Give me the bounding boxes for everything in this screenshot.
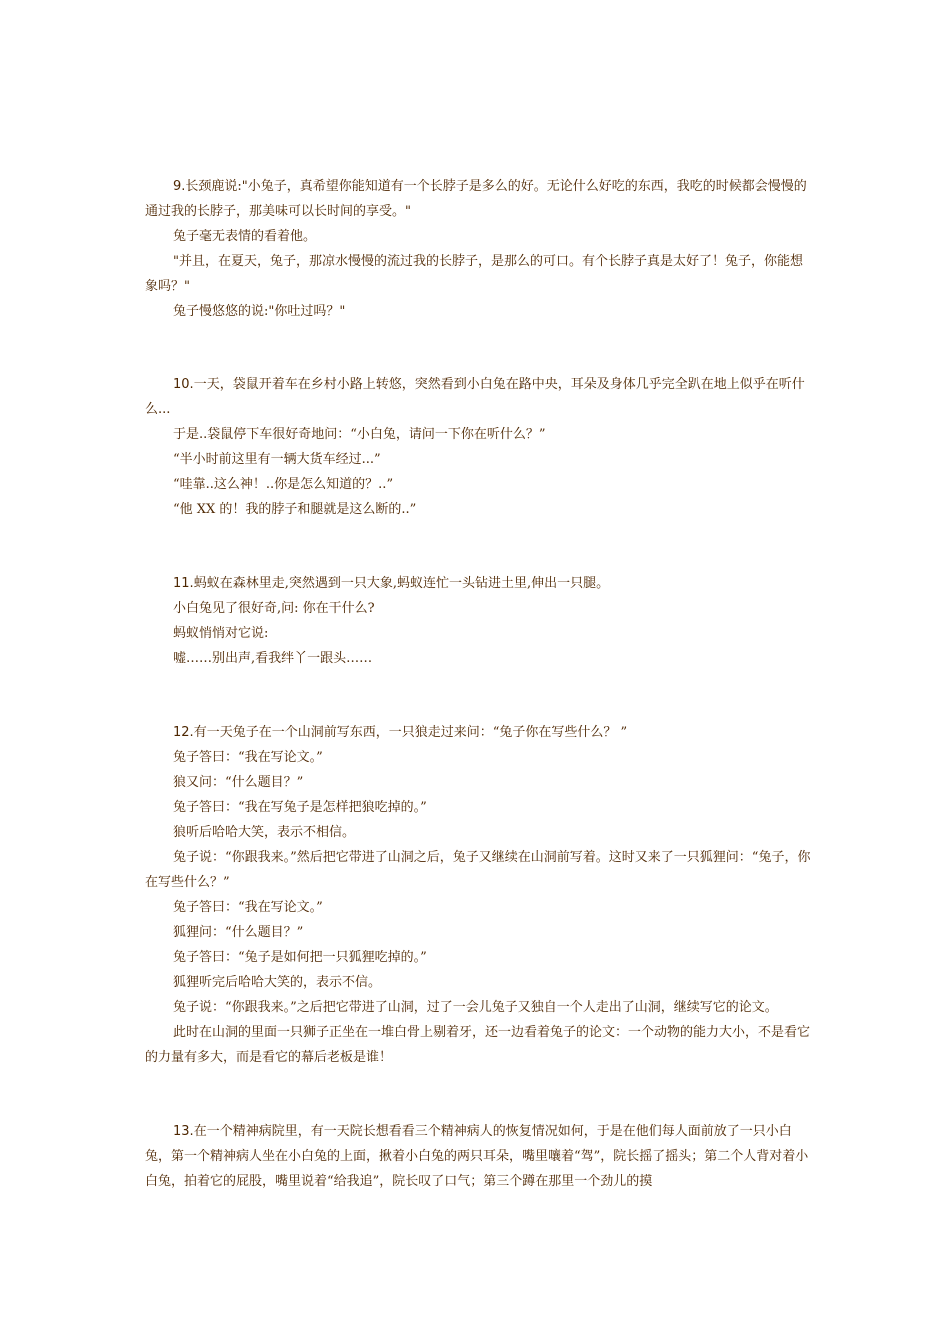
story-12 (145, 720, 815, 1070)
paragraph: 兔子慢悠悠的说:"你吐过吗？" (173, 304, 346, 319)
paragraph: 狼又问：“什么题目？” (173, 775, 304, 790)
paragraph: “半小时前这里有一辆大货车经过...” (173, 452, 381, 467)
paragraph: 13.在一个精神病院里，有一天院长想看看三个精神病人的恢复情况如何，于是在他们每人面前放了一只小白兔，第一个精神病人坐在小白兔的上面，揪着小白兔的两只耳朵，嘴里嚷着“驾”，院长摇了摇头；第二个人背对着小白兔，拍着它的屁股，嘴里说着“给我追”，院长叹了口气；第三个蹲在那里一个劲儿的摸 (145, 1124, 809, 1189)
story-number: 11. (173, 576, 194, 591)
paragraph: 兔子毫无表情的看着他。 (173, 229, 317, 244)
paragraph: 兔子答曰：“我在写论文。” (173, 900, 323, 915)
spacer (145, 1070, 815, 1119)
paragraph: 狼听后哈哈大笑，表示不相信。 (173, 825, 356, 840)
story-number: 9. (173, 179, 186, 194)
paragraph: 嘘……别出声,看我绊丫一跟头…… (173, 651, 373, 666)
spacer (145, 522, 815, 571)
paragraph: 兔子答曰：“我在写兔子是怎样把狼吃掉的。” (173, 800, 427, 815)
document-body (145, 174, 815, 1194)
story-number: 12. (173, 725, 194, 740)
paragraph: 此时在山洞的里面一只狮子正坐在一堆白骨上剔着牙，还一边看着兔子的论文：一个动物的能力大小，不是看它的力量有多大，而是看它的幕后老板是谁！ (145, 1025, 811, 1065)
paragraph: "并且，在夏天，兔子，那凉水慢慢的流过我的长脖子，是那么的可口。有个长脖子真是太好了！兔子，你能想象吗？" (145, 254, 803, 294)
paragraph: 兔子说：“你跟我来。”之后把它带进了山洞，过了一会儿兔子又独自一个人走出了山洞，继续写它的论文。 (173, 1000, 778, 1015)
spacer (145, 671, 815, 720)
paragraph: 狐狸问：“什么题目？” (173, 925, 304, 940)
story-11 (145, 571, 815, 671)
paragraph: 狐狸听完后哈哈大笑的，表示不信。 (173, 975, 382, 990)
paragraph: 11.蚂蚁在森林里走,突然遇到一只大象,蚂蚁连忙一头钻进土里,伸出一只腿。 (173, 576, 610, 591)
paragraph: 12.有一天兔子在一个山洞前写东西，一只狼走过来问：“兔子你在写些什么？ ” (173, 725, 628, 740)
paragraph: 10.一天，袋鼠开着车在乡村小路上转悠，突然看到小白兔在路中央，耳朵及身体几乎完全趴在地上似乎在听什么... (145, 377, 805, 417)
paragraph: 蚂蚁悄悄对它说: (173, 626, 269, 641)
paragraph: “他 XX 的！我的脖子和腿就是这么断的..” (173, 502, 417, 517)
paragraph: 兔子答曰：“兔子是如何把一只狐狸吃掉的。” (173, 950, 427, 965)
story-10 (145, 372, 815, 522)
paragraph: 兔子说：“你跟我来。”然后把它带进了山洞之后，兔子又继续在山洞前写着。这时又来了一只狐狸问：“兔子，你在写些什么？” (145, 850, 811, 890)
paragraph: 小白兔见了很好奇,问: 你在干什么? (173, 601, 375, 616)
paragraph: 9.长颈鹿说:"小兔子，真希望你能知道有一个长脖子是多么的好。无论什么好吃的东西，我吃的时候都会慢慢的通过我的长脖子，那美味可以长时间的享受。" (145, 179, 807, 219)
story-9 (145, 174, 815, 324)
story-number: 10. (173, 377, 194, 392)
spacer (145, 324, 815, 372)
story-number: 13. (173, 1124, 194, 1139)
paragraph: 于是..袋鼠停下车很好奇地问：“小白兔，请问一下你在听什么？” (173, 427, 546, 442)
story-13 (145, 1119, 815, 1194)
paragraph: “哇靠..这么神！..你是怎么知道的？..” (173, 477, 394, 492)
paragraph: 兔子答曰：“我在写论文。” (173, 750, 323, 765)
